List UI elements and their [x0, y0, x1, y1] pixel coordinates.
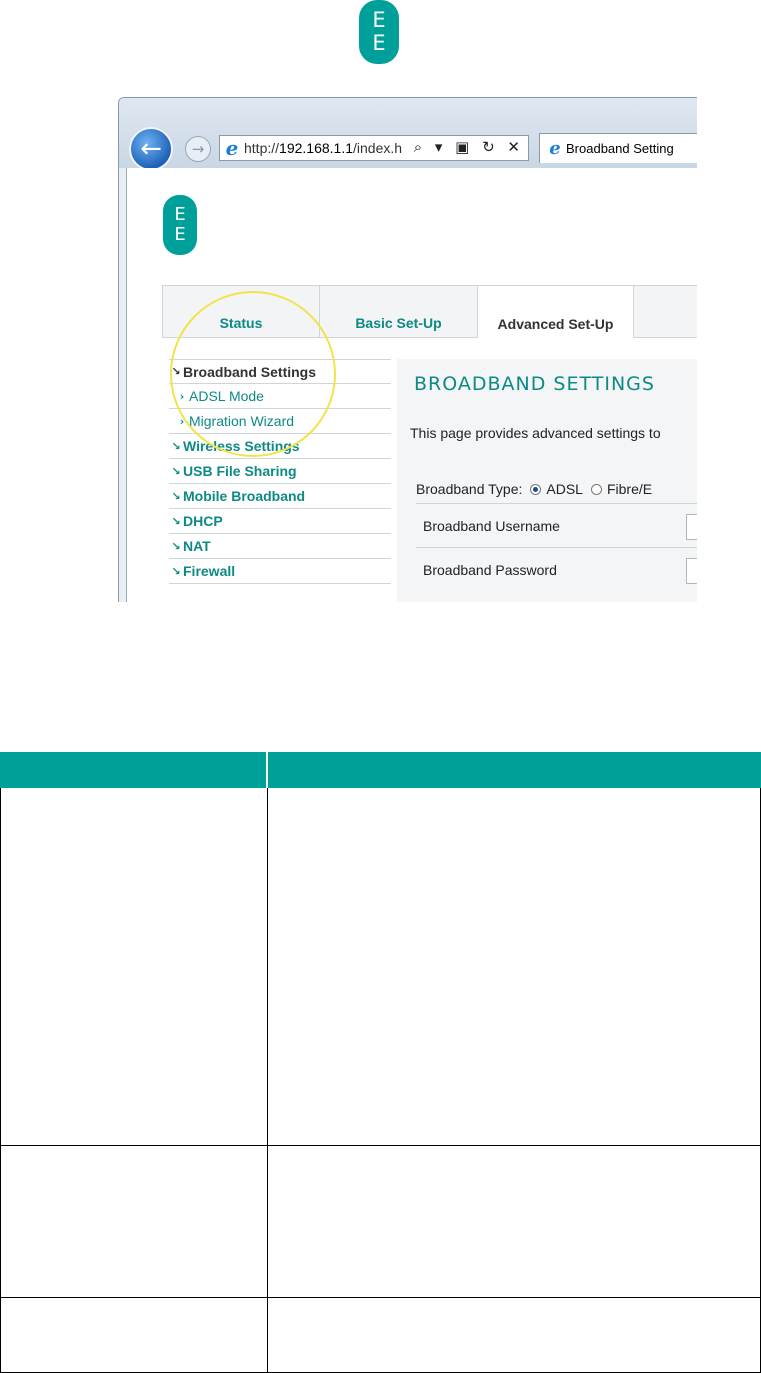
sidebar-item-label: USB File Sharing — [183, 463, 297, 479]
menu-arrow-icon: ↘ — [171, 539, 181, 553]
menu-arrow-icon: ↘ — [171, 514, 181, 528]
tab-status[interactable]: Status — [162, 285, 320, 337]
broadband-password-row — [416, 547, 697, 591]
site-ee-logo[interactable] — [163, 195, 197, 255]
forward-arrow-icon: → — [191, 140, 205, 158]
table-row — [0, 788, 761, 1146]
radio-adsl-label: ADSL — [546, 481, 583, 497]
back-button[interactable] — [129, 127, 173, 171]
header-divider — [266, 752, 268, 788]
radio-fibre-label: Fibre/E — [606, 481, 653, 497]
table-header — [0, 752, 761, 788]
sidebar-item-usb-file-sharing[interactable] — [169, 459, 391, 484]
broadband-type-row — [416, 481, 652, 497]
sidebar-item-wireless-settings[interactable] — [169, 434, 391, 459]
broadband-username-label: Broadband Username — [423, 517, 560, 534]
menu-arrow-icon: ↘ — [171, 439, 181, 453]
address-tools-icons[interactable]: ⌕ ▾ ▣ ↻ ✕ — [413, 138, 524, 156]
sidebar-item-label: Wireless Settings — [183, 438, 300, 454]
menu-arrow-icon: ↘ — [171, 365, 181, 378]
sidebar-item-label: Mobile Broadband — [183, 488, 306, 504]
table-row — [0, 1298, 761, 1373]
sidebar-item-nat[interactable] — [169, 534, 391, 559]
sidebar-item-adsl-mode[interactable] — [169, 384, 391, 409]
column-divider — [267, 1298, 268, 1372]
broadband-password-input[interactable] — [686, 558, 697, 584]
forward-button[interactable] — [185, 136, 211, 162]
table-row — [0, 1146, 761, 1298]
tab-next[interactable] — [633, 285, 697, 337]
tab-title: Broadband Setting — [566, 141, 674, 156]
page-description: This page provides advanced settings to — [410, 425, 661, 441]
browser-tab[interactable] — [539, 133, 697, 163]
radio-adsl[interactable] — [530, 484, 541, 495]
tab-advanced-setup[interactable]: Advanced Set-Up — [477, 285, 634, 338]
back-arrow-icon: ← — [140, 134, 162, 164]
broadband-username-input[interactable] — [686, 514, 697, 540]
menu-arrow-icon: ↘ — [171, 464, 181, 478]
sidebar-item-dhcp[interactable] — [169, 509, 391, 534]
sidebar-item-label: NAT — [183, 538, 211, 554]
radio-fibre[interactable] — [591, 484, 602, 495]
logo-letter-bottom: E — [372, 31, 386, 55]
main-content — [397, 359, 697, 602]
chevron-right-icon: › — [179, 414, 185, 428]
menu-arrow-icon: ↘ — [171, 489, 181, 503]
broadband-password-label: Broadband Password — [423, 561, 557, 578]
column-divider — [267, 1146, 268, 1297]
ie-icon: e — [225, 136, 239, 160]
ie-icon: e — [549, 138, 561, 159]
sidebar-item-broadband-settings[interactable] — [169, 359, 391, 384]
menu-arrow-icon: ↘ — [171, 564, 181, 578]
side-menu — [169, 359, 391, 584]
address-bar[interactable] — [219, 135, 529, 161]
logo-letter-bottom: E — [174, 224, 186, 245]
main-nav-tabs — [162, 285, 697, 338]
sidebar-item-mobile-broadband[interactable] — [169, 484, 391, 509]
ee-logo — [359, 0, 399, 64]
sidebar-item-label: Broadband Settings — [183, 363, 317, 380]
broadband-username-row — [416, 503, 697, 547]
logo-letter-top: E — [372, 8, 386, 32]
page-viewport — [126, 168, 697, 602]
browser-window — [118, 97, 697, 602]
sidebar-item-migration-wizard[interactable] — [169, 409, 391, 434]
tab-basic-setup[interactable]: Basic Set-Up — [319, 285, 478, 337]
sidebar-item-firewall[interactable] — [169, 559, 391, 584]
sidebar-item-label: Firewall — [183, 563, 236, 579]
page-title: BROADBAND SETTINGS — [414, 373, 655, 395]
browser-toolbar — [119, 98, 697, 168]
broadband-type-label: Broadband Type: — [416, 481, 523, 497]
address-url: http://192.168.1.1/index.h — [244, 140, 403, 156]
chevron-right-icon: › — [179, 389, 185, 403]
column-divider — [267, 788, 268, 1145]
sidebar-item-label: Migration Wizard — [189, 413, 295, 429]
logo-letter-top: E — [174, 204, 186, 225]
sidebar-item-label: DHCP — [183, 513, 223, 529]
sidebar-item-label: ADSL Mode — [189, 388, 264, 404]
